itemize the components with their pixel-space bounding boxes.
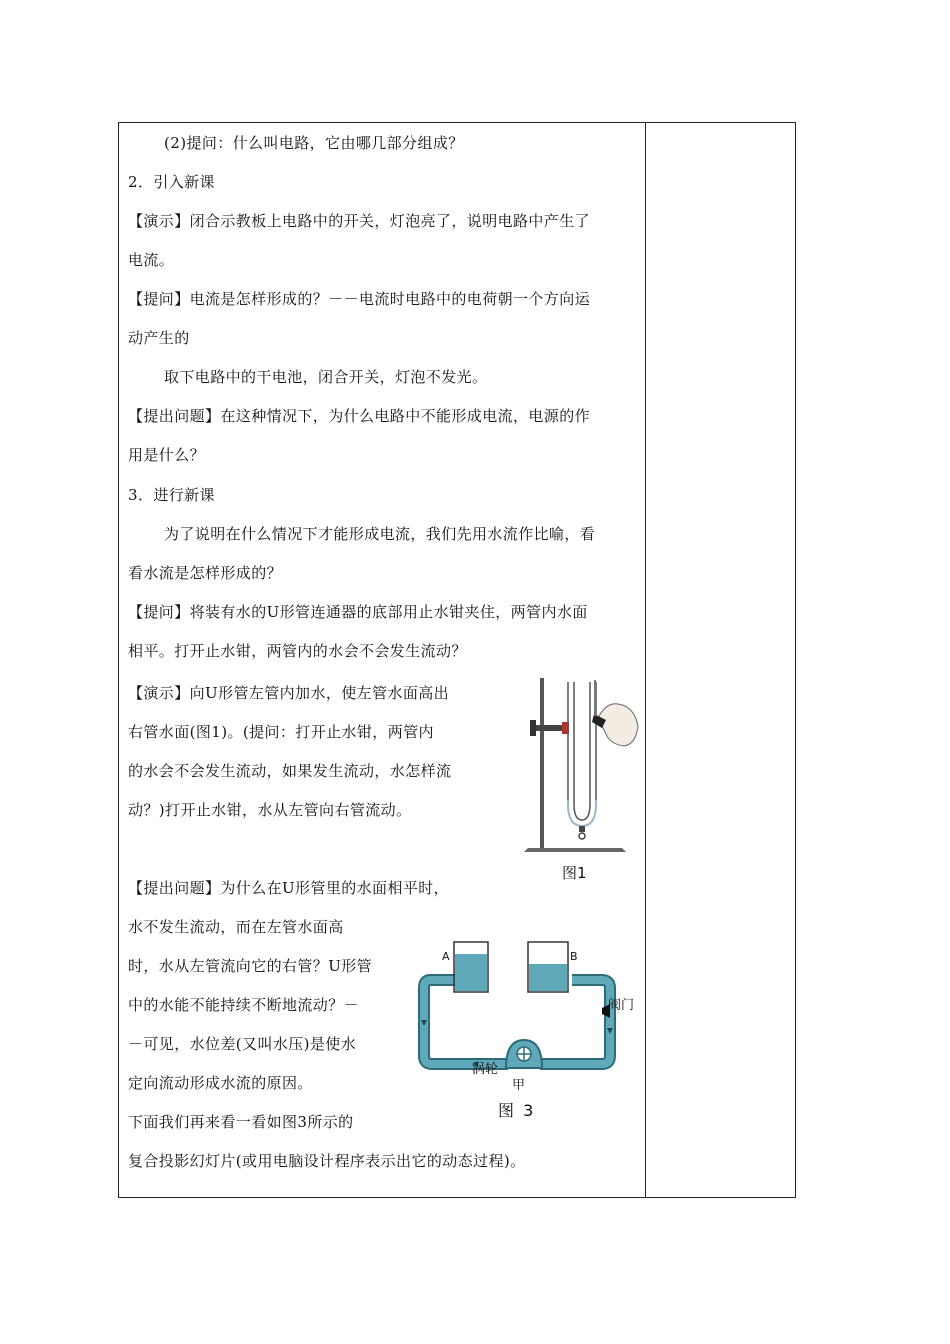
text-line: 定向流动形成水流的原因。 (128, 1074, 313, 1092)
text-line: 相平。打开止水钳，两管内的水会不会发生流动？ (128, 642, 467, 660)
valve-label: 阀门 (608, 998, 635, 1013)
text-line: 【演示】向U形管左管内加水，使左管水面高出 (128, 684, 450, 702)
text-line: 用是什么？ (128, 446, 206, 464)
text-line: 下面我们再来看一看如图3所示的 (128, 1113, 354, 1131)
figure-3-caption: 图 3 (498, 1101, 536, 1120)
text-line: 【提出问题】为什么在U形管里的水面相平时， (128, 879, 450, 897)
text-line: 动产生的 (128, 329, 190, 347)
text-line: 中的水能不能持续不断地流动？－ (128, 996, 360, 1014)
text-line: 复合投影幻灯片(或用电脑设计程序表示出它的动态过程)。 (128, 1152, 526, 1170)
figure-1-u-tube (510, 674, 650, 886)
tank-a-label: A (442, 950, 450, 963)
text-line: 的水会不会发生流动，如果发生流动，水怎样流 (128, 762, 452, 780)
text-line: 【演示】闭合示教板上电路中的开关，灯泡亮了，说明电路中产生了 (128, 212, 591, 230)
text-line: 2．引入新课 (128, 173, 215, 191)
text-line: 【提出问题】在这种情况下，为什么电路中不能形成电流，电源的作 (128, 407, 591, 425)
text-line: 取下电路中的干电池，闭合开关，灯泡不发光。 (164, 368, 488, 386)
text-line: 看水流是怎样形成的？ (128, 564, 283, 582)
turbine-label: 涡轮 (472, 1062, 499, 1077)
text-line: －可见，水位差(又叫水压)是使水 (128, 1035, 357, 1053)
text-line: 动？)打开止水钳，水从左管向右管流动。 (128, 801, 412, 819)
figure-3-water-circuit (412, 934, 652, 1124)
text-line: 电流。 (128, 251, 175, 269)
text-line: (2)提问：什么叫电路，它由哪几部分组成？ (164, 134, 464, 152)
text-line: 右管水面(图1)。(提问：打开止水钳，两管内 (128, 723, 434, 741)
text-line: 【提问】电流是怎样形成的？－－电流时电路中的电荷朝一个方向运 (128, 290, 591, 308)
figure-3-sublabel: 甲 (512, 1078, 526, 1093)
text-line: 水不发生流动，而在左管水面高 (128, 918, 344, 936)
text-line: 时，水从左管流向它的右管？U形管 (128, 957, 373, 975)
u-tube-illustration (510, 674, 650, 886)
text-line: 【提问】将装有水的U形管连通器的底部用止水钳夹住，两管内水面 (128, 603, 588, 621)
text-line: 3．进行新课 (128, 486, 215, 504)
figure-1-caption: 图1 (562, 864, 587, 882)
tank-b-label: B (570, 950, 578, 963)
text-line: 为了说明在什么情况下才能形成电流，我们先用水流作比喻，看 (164, 525, 596, 543)
